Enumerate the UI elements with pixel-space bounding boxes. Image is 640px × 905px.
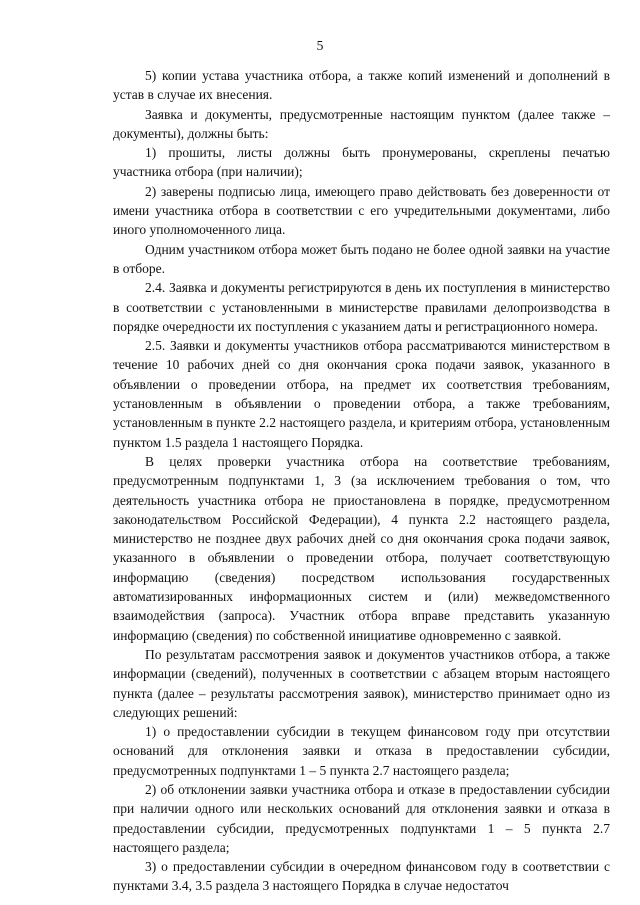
paragraph: 5) копии устава участника отбора, а также копий изменений и дополнений в устав в случае их внесения. bbox=[113, 68, 610, 103]
paragraph: 2.4. Заявка и документы регистрируются в день их поступления в министерство в соответствии с установленными в министерстве правилами делопроизводства в порядке очередности их поступления с указанием даты и регистрационного номера. bbox=[113, 280, 610, 334]
paragraph: Заявка и документы, предусмотренные настоящим пунктом (далее также – документы), должны быть: bbox=[113, 106, 610, 141]
paragraph: 1) о предоставлении субсидии в текущем финансовом году при отсутствии оснований для отклонения заявки и отказа в предоставлении субсидии, предусмотренных подпунктами 1 – 5 пункта 2.7 настоящего раздела; bbox=[113, 724, 610, 778]
paragraph: 1) прошиты, листы должны быть пронумерованы, скреплены печатью участника отбора (при наличии); bbox=[113, 145, 610, 180]
paragraph: В целях проверки участника отбора на соответствие требованиям, предусмотренным подпунктами 1, 3 (за исключением требования о том, что деятельность участника отбора не приостановлена в порядке, предусмотренном законодательством Российской Федерации), 4 пункта 2.2 настоящего раздела, министерство не позднее двух рабочих дней со дня окончания срока подачи заявок, указанного в объявлении о проведении отбора, получает соответствующую информацию (сведения) посредством использования государственных автоматизированных информационных систем и (или) межведомственного взаимодействия (запроса). Участник отбора вправе представить указанную информацию (сведения) по собственной инициативе одновременно с заявкой. bbox=[113, 453, 610, 643]
page-number: 5 bbox=[316, 38, 324, 53]
paragraph: 2.5. Заявки и документы участников отбора рассматриваются министерством в течение 10 рабочих дней со дня окончания срока подачи заявок, указанного в объявлении о проведении отбора, на предмет их соответствия требованиям, установленным в объявлении о проведении отбора, а также требованиям, установленным в пункте 2.2 настоящего раздела, и критериям отбора, установленным пунктом 1.5 раздела 1 настоящего Порядка. bbox=[113, 338, 610, 450]
document-body bbox=[113, 66, 610, 896]
paragraph: 2) об отклонении заявки участника отбора и отказе в предоставлении субсидии при наличии одного или нескольких оснований для отклонения заявки и отказа в предоставлении субсидии, предусмотренных подпунктами 1 – 5 пункта 2.7 настоящего раздела; bbox=[113, 781, 610, 855]
paragraph: 3) о предоставлении субсидии в очередном финансовом году в соответствии с пунктами 3.4, 3.5 раздела 3 настоящего Порядка в случае недостаточ bbox=[113, 859, 610, 894]
paragraph: 2) заверены подписью лица, имеющего право действовать без доверенности от имени участника отбора в соответствии с его учредительными документами, либо иного уполномоченного лица. bbox=[113, 183, 610, 238]
paragraph: По результатам рассмотрения заявок и документов участников отбора, а также информации (сведений), полученных в соответствии с абзацем вторым настоящего пункта (далее – результаты рассмотрения заявок), министерство принимает одно из следующих решений: bbox=[113, 646, 610, 720]
paragraph: Одним участником отбора может быть подано не более одной заявки на участие в отборе. bbox=[113, 241, 610, 276]
